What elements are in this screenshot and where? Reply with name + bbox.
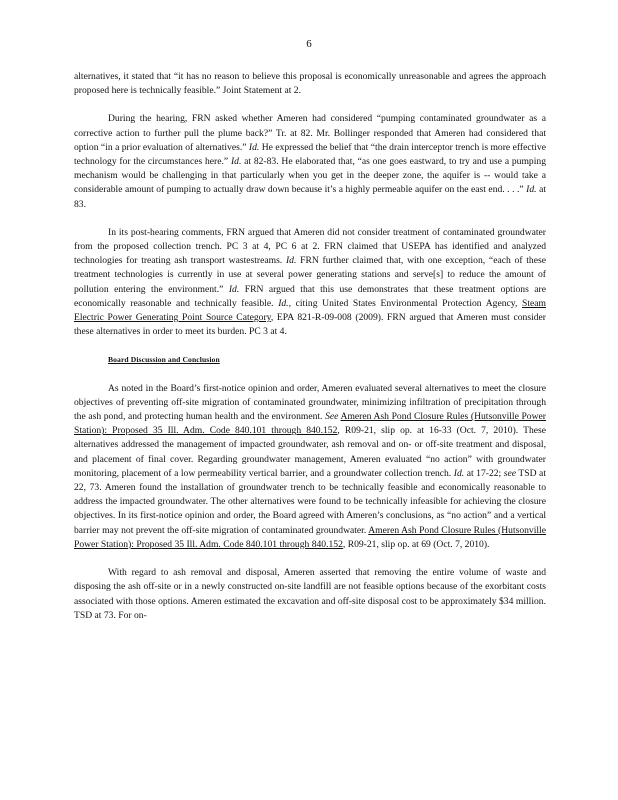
- paragraph-3: [74, 226, 546, 340]
- section-heading-text: Board Discussion and Conclusion: [108, 355, 220, 365]
- paragraph-2-text-a: During the hearing, FRN asked whether Ameren had considered “pumping contaminated groundwater as a corrective action to further pull the plume back?” Tr. at 82. Mr. Bollinger responded that Ameren had considered that option “in a prior evaluation of alternatives.”: [74, 113, 546, 153]
- paragraph-4-text-a: As noted in the Board’s first-notice opinion and order, Ameren evaluated several alternatives to meet the closure objectives of preventing off-site migration of contaminated groundwater, minimizing infiltration of precipitation through the ash pond, and protecting human health and the environment.: [74, 382, 546, 423]
- citation-id: Id.: [278, 297, 289, 309]
- cited-publication-title: Steam Electric Power Generating Point Source Category: [74, 297, 546, 324]
- citation-see: see: [503, 467, 517, 479]
- paragraph-2-text-b: He expressed the belief that “the drain interceptor trench is more effective technology for the circumstances here.”: [74, 141, 546, 168]
- paragraph-2-text-c: at 82-83. He elaborated that, “as one goes eastward, to try and use a pumping mechanism would be challenging in that particularly when you get in the deeper zone, the aquifer is -- would take a considerable amount of pumping to actually draw down because it’s a highly permeable aquifer on the east end. . . .”: [74, 156, 546, 196]
- paragraph-3-text-e: , EPA 821-R-09-008 (2009). FRN argued that Ameren must consider these alternatives in order to meet its burden. PC 3 at 4.: [74, 312, 546, 338]
- paragraph-4-text-b: , R09-21, slip op. at 16-33 (Oct. 7, 2010). These alternatives addressed the management of impacted groundwater, ash removal and on- or off-site treatment and disposal, and placement of final cover. Regarding groundwater management, Ameren evaluated “no action” with groundwater monitoring, placement of a low permeability vertical barrier, and a groundwater collection trench.: [74, 425, 546, 479]
- citation-see: See: [325, 411, 339, 423]
- citation-id: Id.: [526, 184, 537, 196]
- paragraph-1: [74, 70, 546, 98]
- paragraph-4-text-e: , R09-21, slip op. at 69 (Oct. 7, 2010).: [342, 538, 490, 550]
- paragraph-3-text-b: FRN further claimed that, with one exception, “each of these treatment technologies is currently in use at several power generating stations and serve[s] to reduce the amount of pollution entering the environment.”: [74, 255, 546, 295]
- paragraph-3-text-a: In its post-hearing comments, FRN argued that Ameren did not consider treatment of contaminated groundwater from the proposed collection trench. PC 3 at 4, PC 6 at 2. FRN claimed that USEPA has identified and analyzed technologies for treating ash transport wastestreams.: [74, 226, 546, 267]
- citation-id: Id.: [248, 141, 260, 153]
- paragraph-2: [74, 112, 546, 211]
- document-body: [74, 70, 546, 637]
- paragraph-4-text-c: at 17-22;: [466, 467, 502, 479]
- paragraph-5: [74, 566, 546, 623]
- paragraph-1-text: alternatives, it stated that “it has no reason to believe this proposal is economically unreasonable and agrees the approach proposed here is technically feasible.” Joint Statement at 2.: [74, 71, 546, 97]
- case-citation: Ameren Ash Pond Closure Rules (Hutsonville Power Station): Proposed 35 Ill. Adm. Code 840.101 through 840.152: [74, 524, 546, 550]
- paragraph-5-text: With regard to ash removal and disposal, Ameren asserted that removing the entire volume of waste and disposing the ash off-site or in a newly constructed on-site landfill are not feasible options because of the exorbitant costs associated with those options. Ameren estimated the excavation and off-site disposal cost to be approximately $34 million. TSD at 73. For on-: [74, 567, 546, 621]
- paragraph-3-text-d: , citing United States Environmental Protection Agency,: [288, 297, 518, 309]
- paragraph-4-text-d: TSD at 22, 73. Ameren found the installation of groundwater trench to be technically feasible and economically reasonable to address the impacted groundwater. The other alternatives were found to be technically infeasible for achieving the closure objectives. In its first-notice opinion and order, the Board agreed with Ameren’s conclusions, as “no action” and a vertical barrier may not prevent the off-site migration of contaminated groundwater.: [74, 467, 546, 536]
- paragraph-4: [74, 382, 546, 552]
- citation-id: Id.: [228, 283, 240, 295]
- paragraph-2-text-d: at 83.: [74, 184, 546, 210]
- citation-id: Id.: [230, 156, 242, 168]
- case-citation: Ameren Ash Pond Closure Rules (Hutsonville Power Station): Proposed 35 Ill. Adm. Code 840.101 through 840.152: [74, 411, 546, 437]
- page-number: 6: [306, 38, 312, 50]
- citation-id: Id.: [285, 255, 297, 267]
- citation-id: Id.: [453, 467, 465, 479]
- paragraph-3-text-c: FRN argued that this use demonstrates that these treatment options are economically reasonable and technically feasible.: [74, 283, 547, 309]
- section-heading: [108, 353, 546, 367]
